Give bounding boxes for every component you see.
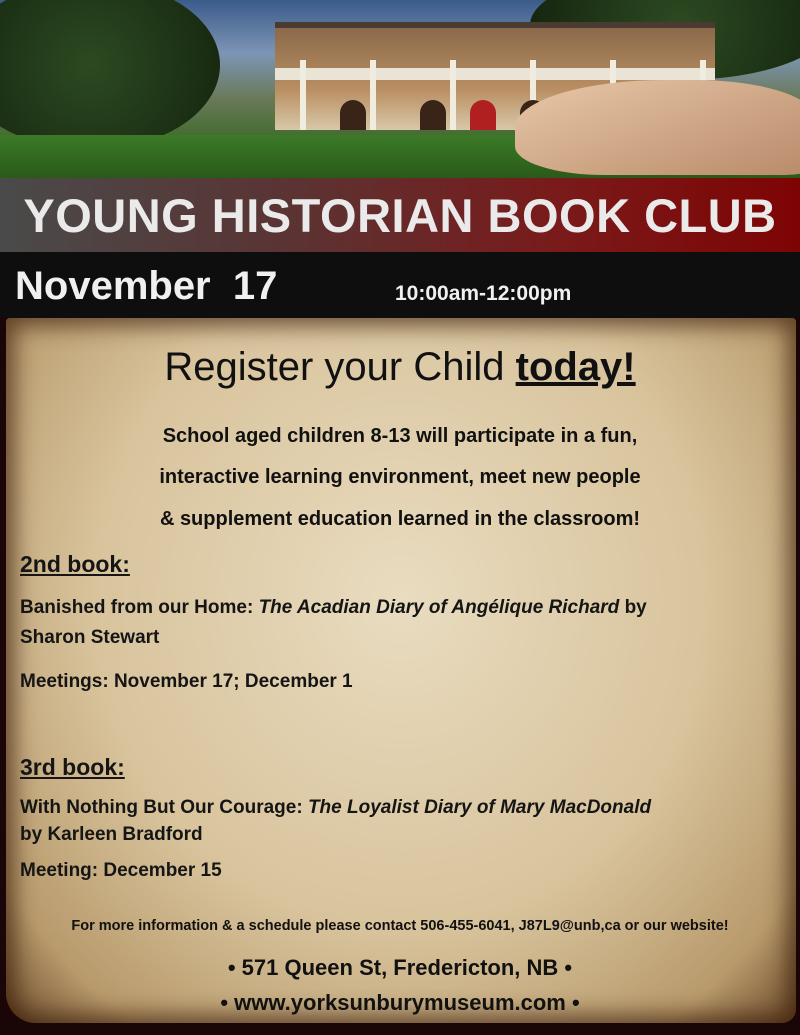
page-title: YOUNG HISTORIAN BOOK CLUB xyxy=(23,188,777,242)
title-banner xyxy=(0,178,800,252)
register-emphasis: today! xyxy=(515,345,636,389)
address: • 571 Queen St, Fredericton, NB • xyxy=(227,955,573,980)
event-time: 10:00am-12:00pm xyxy=(395,282,572,305)
column xyxy=(300,60,306,130)
book-author: by Karleen Bradford xyxy=(20,824,203,845)
event-date: November 17 xyxy=(15,264,278,308)
book-heading: 2nd book: xyxy=(20,551,130,577)
register-text: Register your Child xyxy=(164,345,516,389)
museum-photo xyxy=(0,0,800,178)
arch xyxy=(420,100,446,130)
book-meetings: Meetings: November 17; December 1 xyxy=(20,671,353,692)
date-banner xyxy=(0,252,800,318)
website-link[interactable]: • www.yorksunburymuseum.com • xyxy=(220,990,580,1015)
column xyxy=(370,60,376,130)
title-plain: Banished from our Home: xyxy=(20,597,259,618)
title-plain: With Nothing But Our Courage: xyxy=(20,797,308,818)
book-title xyxy=(20,794,800,848)
intro-line: interactive learning environment, meet new people xyxy=(159,466,641,488)
intro-line: School aged children 8-13 will participate in a fun, xyxy=(162,425,638,447)
intro-line: & supplement education learned in the classroom! xyxy=(159,508,641,530)
by-text: by xyxy=(619,597,647,618)
title-italic: The Acadian Diary of Angélique Richard xyxy=(258,597,620,618)
book-meetings: Meeting: December 15 xyxy=(20,860,222,881)
column xyxy=(450,60,456,130)
title-italic: The Loyalist Diary of Mary MacDonald xyxy=(307,797,652,818)
building-porch xyxy=(275,68,715,80)
arch xyxy=(340,100,366,130)
book-title xyxy=(20,593,790,653)
tree xyxy=(0,0,220,150)
arch xyxy=(470,100,496,130)
register-heading xyxy=(0,345,800,390)
rock-sculpture xyxy=(515,80,800,175)
book-author: Sharon Stewart xyxy=(20,627,160,648)
book-heading: 3rd book: xyxy=(20,754,125,780)
contact-info: For more information & a schedule please contact 506-455-6041, J87L9@unb,ca or our website! xyxy=(71,918,729,934)
